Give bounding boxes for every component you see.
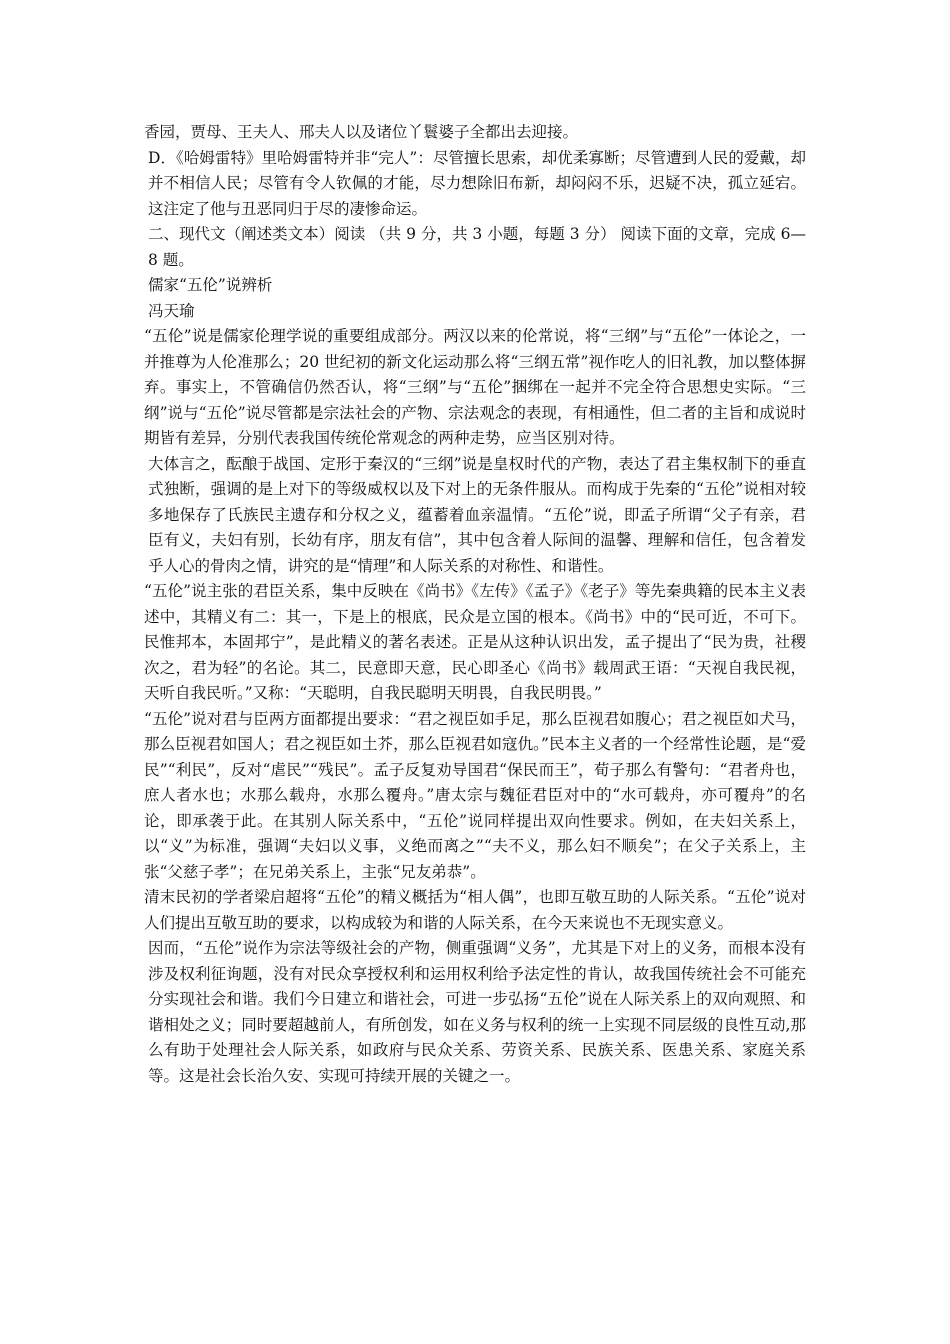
article-paragraph: 因而，“五伦”说作为宗法等级社会的产物，侧重强调“义务”，尤其是下对上的义务，而根本没有涉及权利征询题，没有对民众享授权利和运用权利给予法定性的肯认，故我国传统社会不可能充分实现社会和谐。我们今日建立和谐社会，可进一步弘扬“五伦”说在人际关系上的双向观照、和谐相处之义；同时要超越前人，有所创发，如在义务与权利的统一上实现不同层级的良性互动,那么有助于处理社会人际关系，如政府与民众关系、劳资关系、民族关系、医患关系、家庭关系等。这是社会长治久安、实现可持续开展的关键之一。 <box>148 939 806 1085</box>
paragraph-continuation: 香园，贾母、王夫人、邢夫人以及诸位丫鬟婆子全都出去迎接。 <box>144 123 579 141</box>
article-title: 儒家“五伦”说辨析 <box>148 276 273 294</box>
article-paragraph: 清末民初的学者梁启超将“五伦”的精义概括为“相人偶”，也即互敬互助的人际关系。“五伦”说对人们提出互敬互助的要求，以构成较为和谐的人际关系，在今天来说也不无现实意义。 <box>144 888 806 932</box>
article-paragraph: “五伦”说对君与臣两方面都提出要求：“君之视臣如手足，那么臣视君如腹心；君之视臣如犬马，那么臣视君如国人；君之视臣如土芥，那么臣视君如寇仇。”民本主义者的一个经常性论题，是“爱民”“利民”，反对“虐民”“残民”。孟子反复劝导国君“保民而王”，荀子那么有警句：“君者舟也，庶人者水也；水那么载舟，水那么覆舟。”唐太宗与魏征君臣对中的“水可载舟，亦可覆舟”的名论，即承袭于此。在其别人际关系中，“五伦”说同样提出双向性要求。例如，在夫妇关系上，以“义”为标准，强调“夫妇以义事，义绝而离之”“夫不义，那么妇不顺矣”；在父子关系上，主张“父慈子孝”；在兄弟关系上，主张“兄友弟恭”。 <box>144 709 806 881</box>
document-page <box>144 120 806 1089</box>
article-paragraph: “五伦”说主张的君臣关系，集中反映在《尚书》《左传》《孟子》《老子》等先秦典籍的民本主义表述中，其精义有二：其一，下是上的根底，民众是立国的根本。《尚书》中的“民可近，不可下。民惟邦本，本固邦宁”，是此精义的著名表述。正是从这种认识出发，孟子提出了“民为贵，社稷次之，君为轻”的名论。其二，民意即天意，民心即圣心《尚书》载周武王语：“天视自我民视，天听自我民听。”又称：“天聪明，自我民聪明天明畏，自我民明畏。” <box>144 582 806 702</box>
section-heading: 二、现代文（阐述类文本）阅读 （共 9 分，共 3 小题，每题 3 分） 阅读下面的文章，完成 6—8 题。 <box>148 225 806 269</box>
article-paragraph: “五伦”说是儒家伦理学说的重要组成部分。两汉以来的伦常说，将“三纲”与“五伦”一体论之，一并推尊为人伦准那么；20 世纪初的新文化运动那么将“三纲五常”视作吃人的旧礼教，加以整体摒弃。事实上，不管确信仍然否认，将“三纲”与“五伦”捆绑在一起并不完全符合思想史实际。“三纲”说与“五伦”说尽管都是宗法社会的产物、宗法观念的表现，有相通性，但二者的主旨和成说时期皆有差异，分别代表我国传统伦常观念的两种走势，应当区别对待。 <box>144 327 806 447</box>
option-d-paragraph: D．《哈姆雷特》里哈姆雷特并非“完人”：尽管擅长思索，却优柔寡断；尽管遭到人民的爱戴，却并不相信人民；尽管有令人钦佩的才能，尽力想除旧布新，却闷闷不乐，迟疑不决，孤立延宕。这注定了他与丑恶同归于尽的凄惨命运。 <box>148 148 806 218</box>
article-paragraph: 大体言之，酝酿于战国、定形于秦汉的“三纲”说是皇权时代的产物，表达了君主集权制下的垂直式独断，强调的是上对下的等级威权以及下对上的无条件服从。而构成于先秦的“五伦”说相对较多地保存了氏族民主遗存和分权之义，蕴蓄着血亲温情。“五伦”说，即孟子所谓“父子有亲，君臣有义，夫妇有别，长幼有序，朋友有信”，其中包含着人际间的温馨、理解和信任，包含着发乎人心的骨肉之情，讲究的是“情理”和人际关系的对称性、和谐性。 <box>148 454 806 575</box>
article-author: 冯天瑜 <box>148 301 195 320</box>
